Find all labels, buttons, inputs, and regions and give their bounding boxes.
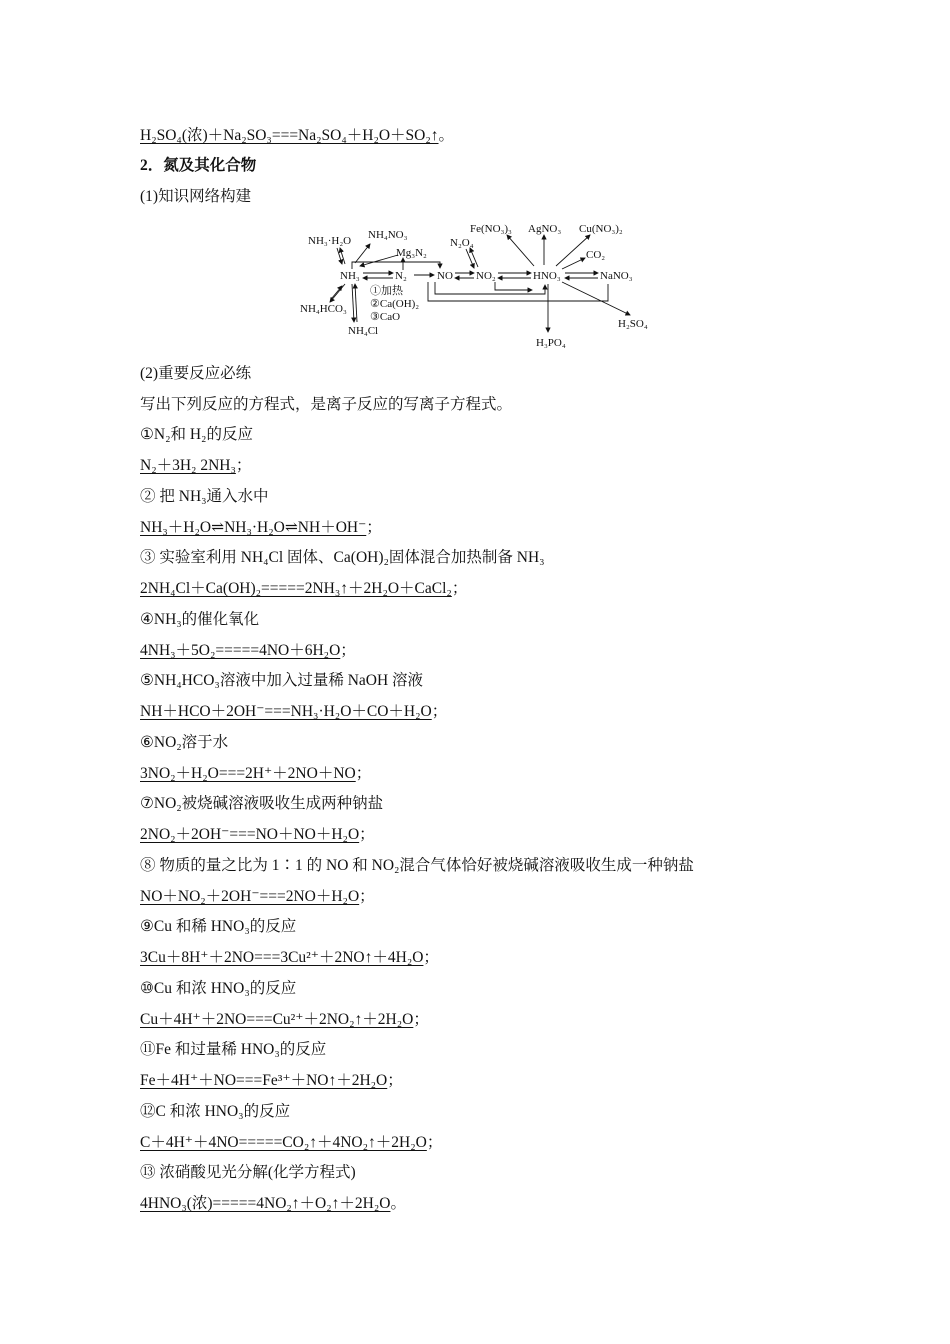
diagram-label-hno3: HNO₃ bbox=[533, 270, 561, 282]
nitrogen-network-diagram bbox=[290, 212, 670, 358]
diagram-label-condition-cao: ③CaO bbox=[370, 311, 401, 323]
diagram-label-no: NO bbox=[437, 270, 453, 282]
answer-11: Fe＋4H⁺＋NO===Fe³⁺＋NO↑＋2H₂O； bbox=[140, 1072, 403, 1089]
diagram-label-nh3: NH₃ bbox=[340, 270, 360, 282]
question-7: ⑦NO₂被烧碱溶液吸收生成两种钠盐 bbox=[140, 795, 384, 812]
answer-13: 4HNO₃(浓)=====4NO₂↑＋O₂↑＋2H₂O。 bbox=[140, 1195, 406, 1212]
diagram-label-n2: N₂ bbox=[395, 270, 407, 282]
diagram-label-condition-caoh2: ②Ca(OH)₂ bbox=[370, 298, 420, 310]
question-8: ⑧ 物质的量之比为 1∶1 的 NO 和 NO₂混合气体恰好被烧碱溶液吸收生成一种钠盐 bbox=[140, 857, 694, 874]
answer-3: 2NH₄Cl＋Ca(OH)₂=====2NH₃↑＋2H₂O＋CaCl₂； bbox=[140, 580, 468, 597]
diagram-label-h2so4: H₂SO₄ bbox=[618, 318, 648, 330]
question-5: ⑤NH₄HCO₃溶液中加入过量稀 NaOH 溶液 bbox=[140, 672, 424, 689]
instruction: 写出下列反应的方程式，是离子反应的写离子方程式。 bbox=[140, 396, 513, 413]
question-4: ④NH₃的催化氧化 bbox=[140, 611, 260, 628]
diagram-label-no2: NO₂ bbox=[476, 270, 496, 282]
section-heading-nitrogen: 2．氮及其化合物 bbox=[140, 157, 257, 174]
diagram-label-nano3: NaNO₃ bbox=[600, 270, 633, 282]
answer-9: 3Cu＋8H⁺＋2NO===3Cu²⁺＋2NO↑＋4H₂O； bbox=[140, 949, 439, 966]
question-1: ①N₂和 H₂的反应 bbox=[140, 426, 253, 443]
question-12: ⑫C 和浓 HNO₃的反应 bbox=[140, 1103, 291, 1120]
question-10: ⑩Cu 和浓 HNO₃的反应 bbox=[140, 980, 297, 997]
diagram-label-h3po4: H₃PO₄ bbox=[536, 337, 566, 349]
question-11: ⑪Fe 和过量稀 HNO₃的反应 bbox=[140, 1041, 327, 1058]
question-2: ② 把 NH₃通入水中 bbox=[140, 488, 269, 505]
equation-h2so4-na2so3: H₂SO₄(浓)＋Na₂SO₃===Na₂SO₄＋H₂O＋SO₂↑。 bbox=[140, 127, 455, 144]
answer-5: NH＋HCO＋2OH⁻===NH₃·H₂O＋CO＋H₂O； bbox=[140, 703, 448, 720]
diagram-label-co2: CO₂ bbox=[586, 249, 606, 261]
question-6: ⑥NO₂溶于水 bbox=[140, 734, 229, 751]
question-9: ⑨Cu 和稀 HNO₃的反应 bbox=[140, 918, 297, 935]
answer-10: Cu＋4H⁺＋2NO===Cu²⁺＋2NO₂↑＋2H₂O； bbox=[140, 1011, 429, 1028]
diagram-label-cu-no3-2: Cu(NO₃)₂ bbox=[579, 223, 623, 235]
diagram-label-mg3n2: Mg₃N₂ bbox=[396, 247, 427, 259]
diagram-label-fe-no3-3: Fe(NO₃)₃ bbox=[470, 223, 512, 235]
answer-1: N₂＋3H₂ 2NH₃； bbox=[140, 457, 252, 474]
diagram-label-nh4no3: NH₄NO₃ bbox=[368, 229, 408, 241]
diagram-label-nh4cl: NH₄Cl bbox=[348, 325, 379, 337]
subsection-knowledge-network: (1)知识网络构建 bbox=[140, 188, 252, 205]
diagram-label-agno3: AgNO₃ bbox=[528, 223, 562, 235]
answer-2: NH₃＋H₂O⇌NH₃·H₂O⇌NH＋OH⁻； bbox=[140, 519, 382, 536]
diagram-label-nh4hco3: NH₄HCO₃ bbox=[300, 303, 347, 315]
answer-6: 3NO₂＋H₂O===2H⁺＋2NO＋NO； bbox=[140, 765, 372, 782]
answer-8: NO＋NO₂＋2OH⁻===2NO＋H₂O； bbox=[140, 888, 375, 905]
question-3: ③ 实验室利用 NH₄Cl 固体、Ca(OH)₂固体混合加热制备 NH₃ bbox=[140, 549, 545, 566]
answer-12: C＋4H⁺＋4NO=====CO₂↑＋4NO₂↑＋2H₂O； bbox=[140, 1134, 443, 1151]
question-13: ⑬ 浓硝酸见光分解(化学方程式) bbox=[140, 1164, 356, 1181]
answer-7: 2NO₂＋2OH⁻===NO＋NO＋H₂O； bbox=[140, 826, 375, 843]
answer-4: 4NH₃＋5O₂=====4NO＋6H₂O； bbox=[140, 642, 356, 659]
diagram-label-nh3-h2o: NH₃·H₂O bbox=[308, 235, 352, 247]
diagram-label-condition-heat: ①加热 bbox=[370, 285, 403, 297]
subsection-important-reactions: (2)重要反应必练 bbox=[140, 365, 252, 382]
diagram-label-n2o4: N₂O₄ bbox=[450, 237, 474, 249]
